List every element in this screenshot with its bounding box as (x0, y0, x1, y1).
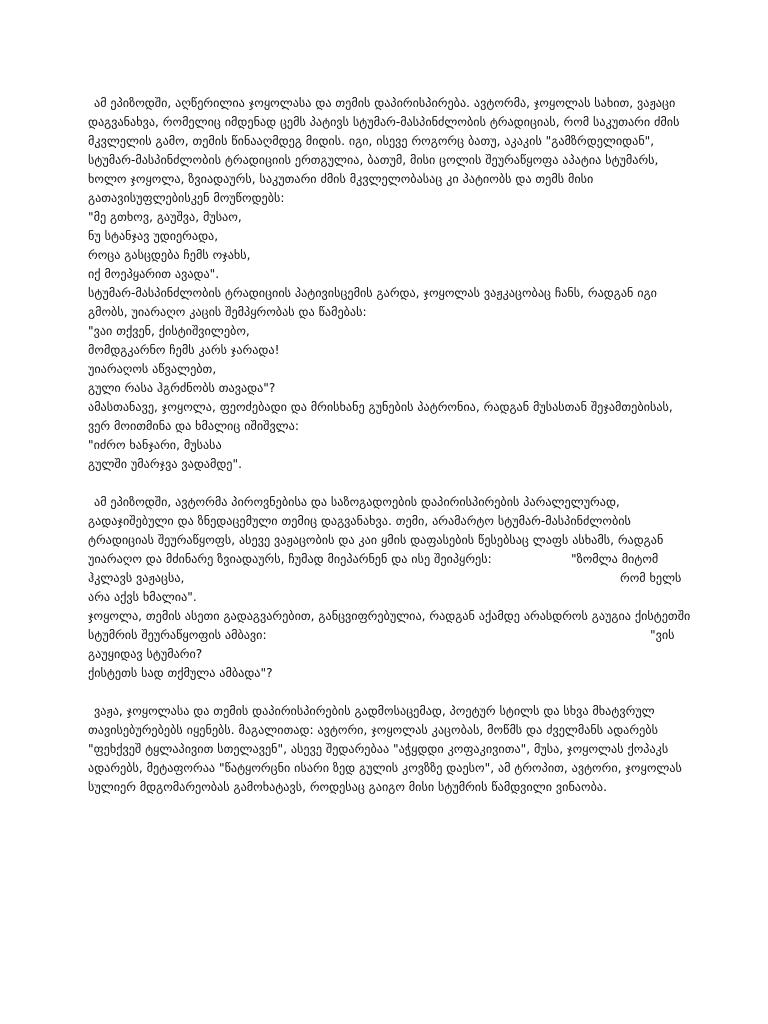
text-line: არა აქვს ხმალია". (88, 590, 197, 604)
poem-quote-2 (88, 322, 728, 398)
text-line: გათავისუფლებისკენ მოუწოდებს: (88, 191, 285, 205)
poem-line: მომდგკარნო ჩემს კარს ჯარადა! (88, 343, 280, 357)
quote-fragment: ჰკლავს ვაჟაცსა, (88, 571, 185, 585)
text-line: სულიერ მდგომარეობას გამოხატავს, როდესაც გაიგო მისი სტუმრის წამდვილი ვინაობა. (88, 780, 607, 794)
poem-line: ნუ სტანჯავ უდიერადა, (88, 229, 219, 243)
poem-line: "იძრო ხანჯარი, მუსასა (88, 438, 222, 452)
poem-quote-3 (88, 436, 728, 474)
poem-line: "ვაი თქვენ, ქისტიშვილებო, (88, 324, 250, 338)
paragraph-bravery (88, 284, 728, 322)
text-line: სტუმარ-მასპინძლობის ტრადიციის პატივისცემის გარდა, ჯოყოლას ვაჟკაცობაც ჩანს, რადგან იგი (88, 286, 657, 300)
text-line: სტუმარ-მასპინძლობის ტრადიციის ერთგულია, ბათუმ, მისი ცოლის შეურაწყოფა აპატია სტუმარს, (88, 153, 659, 167)
text-line: ვერ მოითმინა და ხმალიც იშიშვლა: (88, 419, 299, 433)
text-line: "ფეხქვეშ ტყლაპივით სთელავენ", ასევე შედარებაა "აჭყდდი კოფაკივითა", მუსა, ჯოყოლას ქოპაკს (88, 742, 669, 756)
paragraph-temper (88, 398, 728, 436)
poem-line: "მე გთხოვ, გაუშვა, მუსაო, (88, 210, 242, 224)
text-line: გმობს, უიარაღო კაცის შემპყრობას და წამებას: (88, 305, 367, 319)
text-line (88, 550, 728, 569)
text-line: ამ ეპიზოდში, აღწერილია ჯოყოლასა და თემის დაპირისპირება. ავტორმა, ჯოყოლას სახით, ვაჟაცი (94, 96, 676, 110)
document-page (88, 94, 728, 797)
text-line (88, 569, 728, 588)
text-line: გადაჯიშებული და ზნედაცემული თემიც დაგვანახვა. თემი, არამარტო სტუმარ-მასპინძლობის (88, 514, 631, 528)
poem-line: როცა გასცდება ჩემს ოჯახს, (88, 248, 251, 262)
text-line: ამასთანავე, ჯოყოლა, ფეოძებადი და მრისხანე გუნების პატრონია, რადგან მუსასთან შეჯამთებისას, (88, 400, 673, 414)
paragraph-community (88, 493, 728, 683)
text-line: მკვლელის გამო, თემის წინააღმდეგ მიდის. იგი, ისევე როგორც ბათუ, აკაკის "გამზრდელიდან", (88, 134, 655, 148)
text-line: ადარებს, მეტაფორაა "წატყორცნი ისარი ზედ გულის კოვზზე დაესო", ამ ტროპით, ავტორი, ჯოყოლას (88, 761, 682, 775)
poem-quote-1 (88, 208, 728, 284)
text-line: ჯოყოლა, თემის ასეთი გადაგვარებით, განცვიფრებულია, რადგან აქამდე არასდროს გაუგია ქისტეთში (88, 609, 691, 623)
poem-line: გულში უმარჯვა ვადამდე". (88, 457, 242, 471)
text-fragment: უიარაღო და მძინარე ზვიადაურს, ჩუმად მიეპარნენ და ისე შეიპყრეს: (88, 552, 492, 566)
poem-line: გული რასა ჰგრძნობს თავადა"? (88, 381, 276, 395)
text-line: ხოლო ჯოყოლა, ზვიადაურს, საკუთარი ძმის მკვლელობასაც კი პატიობს და თემს მისი (88, 172, 594, 186)
paragraph-intro (88, 94, 728, 208)
poem-line: უიარაღოს აწვალებთ, (88, 362, 217, 376)
text-line: ვაჟა, ჯოყოლასა და თემის დაპირისპირების გადმოსაცემად, პოეტურ სტილს და სხვა მხატვრულ (94, 704, 655, 718)
paragraph-style (88, 702, 728, 797)
text-line: ქისტეთს სად თქმულა ამბადა"? (88, 666, 273, 680)
poem-line: იქ მოეპყარით ავადა". (88, 267, 220, 281)
quote-fragment: რომ ხელს (620, 571, 682, 585)
text-fragment: სტუმრის შეურაწყოფის ამბავი: (88, 628, 267, 642)
text-line: დაგვანახვა, რომელიც იმდენად ცემს პატივს სტუმარ-მასპინძლობის ტრადიციას, რომ საკუთარი ძმის (88, 115, 680, 129)
text-line: ტრადიციას შეურაწყოფს, ასევე ვაჟაცობის და კაი ყმის დაფასების წესებსაც ლაფს ასხამს, რადგან (88, 533, 664, 547)
quote-fragment: "ზომლა მიტომ (571, 552, 659, 566)
text-line (88, 626, 728, 645)
text-line: თავისებურებებს იყენებს. მაგალითად: ავტორი, ჯოყოლას კაცობას, მოწმს და ძველმანს ადარებს (88, 723, 658, 737)
text-line: ამ ეპიზოდში, ავტორმა პიროვნებისა და საზოგადოების დაპირისპირების პარალელურად, (94, 495, 620, 509)
text-line: გაუყიდავ სტუმარი? (88, 647, 203, 661)
quote-fragment: "ვის (650, 628, 675, 642)
